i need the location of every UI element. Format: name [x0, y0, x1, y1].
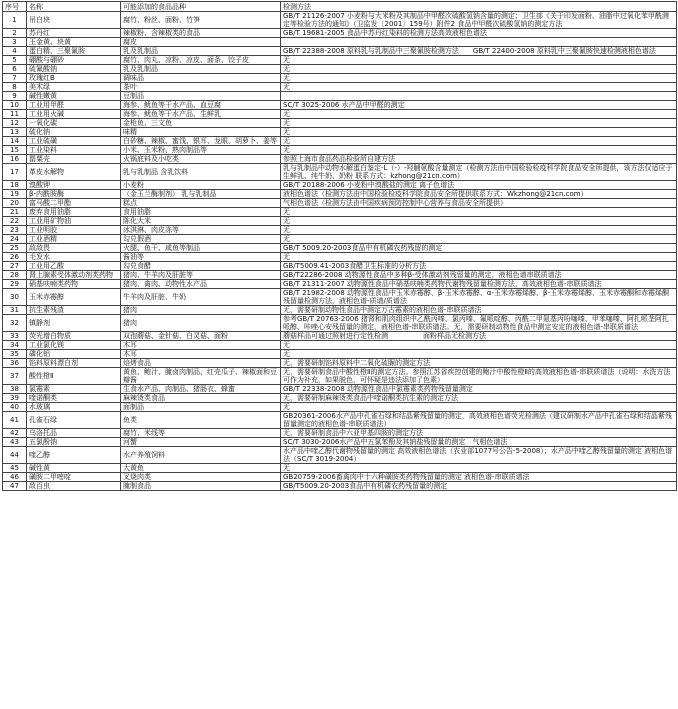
table-row: [3, 350, 677, 359]
row-method: 参考GB/T 20763-2006 猪肾和肌肉组织中乙酰丙嗪、氯丙嗪、氟哌啶醇、丙酰二甲氨基丙吩噻嗪、甲苯噻嗪、阿扎哌垄阿扎哌醇、咔唑心安残留量的测定，液相色谱-串联质谱法。无，需要研制动物性食品中测定安定的液相色谱-串联质谱法: [281, 315, 677, 332]
table-row: [3, 128, 677, 137]
row-method: 无: [281, 65, 677, 74]
row-name: 废弃食用油脂: [27, 208, 121, 217]
row-foods: 水产养殖饲料: [121, 447, 281, 464]
row-method: GB/T 21982-2008 动物源性食品中玉米赤霉醇、β-玉米赤霉醇、α-玉米赤霉烯醇、β-玉米赤霉烯醇、玉米赤霉酮和赤霉烯酮残留量检测方法，液相色谱-质谱/质谱法: [281, 289, 677, 306]
row-no: 8: [3, 83, 27, 92]
row-method: 参照上海市食品药品检验所自建方法: [281, 155, 677, 164]
row-name: 蛋白精、三聚氰胺: [27, 47, 121, 56]
row-no: 25: [3, 244, 27, 253]
row-no: 1: [3, 12, 27, 29]
table-row: [3, 280, 677, 289]
row-foods: 猪肉、禽肉、动物性水产品: [121, 280, 281, 289]
table-row: [3, 137, 677, 146]
header-foods: 可能添加的食品品种: [121, 2, 281, 12]
table-row: [3, 155, 677, 164]
row-name: 工业用甲醛: [27, 101, 121, 110]
row-foods: 木耳: [121, 341, 281, 350]
row-foods: 生食水产品、肉制品、猪肠衣、蜂蜜: [121, 385, 281, 394]
row-no: 13: [3, 128, 27, 137]
table-row: [3, 38, 677, 47]
table-row: [3, 412, 677, 429]
row-method: 无: [281, 208, 677, 217]
header-name: 名称: [27, 2, 121, 12]
row-method: 无: [281, 137, 677, 146]
table-row: [3, 110, 677, 119]
row-foods: 腐皮: [121, 38, 281, 47]
row-method: [281, 38, 677, 47]
row-foods: 焙烤食品: [121, 359, 281, 368]
row-no: 3: [3, 38, 27, 47]
row-method: 无: [281, 56, 677, 65]
row-no: 4: [3, 47, 27, 56]
row-no: 35: [3, 350, 27, 359]
table-row: [3, 289, 677, 306]
row-no: 24: [3, 235, 27, 244]
row-name: 玫瑰红B: [27, 74, 121, 83]
row-name: 抗生素残渣: [27, 306, 121, 315]
table-row: [3, 47, 677, 56]
row-foods: 牛羊肉及肝脏、牛奶: [121, 289, 281, 306]
row-name: 碱性黄: [27, 464, 121, 473]
table-row: [3, 394, 677, 403]
row-method: 无: [281, 464, 677, 473]
row-name: 溴酸钾: [27, 181, 121, 190]
row-name: 荧光增白物质: [27, 332, 121, 341]
row-foods: 叉烧肉类: [121, 473, 281, 482]
table-row: [3, 315, 677, 332]
row-foods: 大黄鱼: [121, 464, 281, 473]
row-method: GB/T 21126-2007 小麦粉与大米粉及其制品中甲醛次硫酸氢钠含量的测定；卫生部《关于印发面粉、油脂中过氧化苯甲酰测定等检验方法的通知》（卫监发〔2001〕159号）附件2 食品中甲醛次硫酸氢钠的测定方法: [281, 12, 677, 29]
row-foods: 河蟹: [121, 438, 281, 447]
row-foods: 腐竹、肉丸、凉粉、凉皮、面条、饺子皮: [121, 56, 281, 65]
row-name: 磷化铝: [27, 350, 121, 359]
row-name: 硼酸与硼砂: [27, 56, 121, 65]
table-row: [3, 447, 677, 464]
row-no: 20: [3, 199, 27, 208]
row-method: GB/T 22338-2008 动物源性食品中氯霉素类药物残留量测定: [281, 385, 677, 394]
row-name: 硫氰酸钠: [27, 65, 121, 74]
row-name: 硫化钠: [27, 128, 121, 137]
row-method: GB/T 5009.20-2003食品中有机磷农药残留的测定: [281, 244, 677, 253]
row-name: 孔雀石绿: [27, 412, 121, 429]
row-name: 磺胺二甲嘧啶: [27, 473, 121, 482]
row-name: 工业氯化镁: [27, 341, 121, 350]
row-foods: 豆制品: [121, 92, 281, 101]
row-name: 敌百虫: [27, 482, 121, 491]
row-name: 碱性嫩黄: [27, 92, 121, 101]
row-method: 无: [281, 253, 677, 262]
row-no: 34: [3, 341, 27, 350]
row-foods: 猪肉: [121, 306, 281, 315]
row-name: 乌洛托品: [27, 429, 121, 438]
row-method: GB/T5009.41-2003食醋卫生标准的分析方法: [281, 262, 677, 271]
row-name: 喹诺酮类: [27, 394, 121, 403]
row-method: 无: [281, 128, 677, 137]
row-method: 无，需要研制食品中六亚甲基四胺的测定方法: [281, 429, 677, 438]
table-row: [3, 253, 677, 262]
row-name: 富马酸二甲酯: [27, 199, 121, 208]
row-foods: 猪肉: [121, 315, 281, 332]
table-row: [3, 65, 677, 74]
row-foods: 海参、鱿鱼等干水产品、生鲜乳: [121, 110, 281, 119]
row-foods: 勾兑假酒: [121, 235, 281, 244]
row-name: 工业染料: [27, 146, 121, 155]
table-row: [3, 235, 677, 244]
row-method: 乳与乳制品中动物水解蛋白鉴定-L（-）-羟脯氨酸含量测定（检测方法由中国检验检疫科学院食品安全所提供，该方法仅适应于生鲜乳、纯牛奶、奶粉 联系方式：kzhong@21cn.com）: [281, 164, 677, 181]
row-no: 19: [3, 190, 27, 199]
row-foods: 味精: [121, 128, 281, 137]
row-no: 22: [3, 217, 27, 226]
row-name: 苏丹红: [27, 29, 121, 38]
row-method: 水产品中喹乙醇代谢物残留量的测定 高效液相色谱法（农业部1077号公告-5-2008）；水产品中喹乙醇残留量的测定 液相色谱法（SC/T 3019-2004）: [281, 447, 677, 464]
row-name: 酸性橙Ⅱ: [27, 368, 121, 385]
row-no: 26: [3, 253, 27, 262]
header-no: 序号: [3, 2, 27, 12]
row-method: GB20361-2006水产品中孔雀石绿和结晶紫残留量的测定，高效液相色谱荧光检测法（建议研制水产品中孔雀石绿和结晶紫残留量测定的液相色谱-串联质谱法）: [281, 412, 677, 429]
row-name: 工业硫磺: [27, 137, 121, 146]
table-row: [3, 208, 677, 217]
table-row: [3, 29, 677, 38]
row-name: 肾上腺素受体激动剂类药物: [27, 271, 121, 280]
row-no: 16: [3, 155, 27, 164]
row-no: 28: [3, 271, 27, 280]
row-foods: 乳与乳制品 含乳饮料: [121, 164, 281, 181]
table-row: [3, 403, 677, 412]
row-name: 五氯酚钠: [27, 438, 121, 447]
table-row: [3, 12, 677, 29]
header-method: 检测方法: [281, 2, 677, 12]
row-method: GB/T 21311-2007 动物源性食品中硝基呋喃类药物代谢物残留量检测方法，高效液相色谱-串联质谱法: [281, 280, 677, 289]
row-no: 9: [3, 92, 27, 101]
table-row: [3, 429, 677, 438]
row-method: 无: [281, 235, 677, 244]
row-name: 王金黄、块黄: [27, 38, 121, 47]
row-foods: 食用油脂: [121, 208, 281, 217]
row-foods: 乳及乳制品: [121, 65, 281, 74]
table-row: [3, 101, 677, 110]
row-method: GB/T 20188-2006 小麦粉中溴酸盐的测定 离子色谱法: [281, 181, 677, 190]
row-name: 革皮水解物: [27, 164, 121, 181]
row-foods: 木耳: [121, 350, 281, 359]
row-method: 液相色谱法（检测方法由中国检验检疫科学院食品安全所提供联系方式：Wkzhong@21cn.com）: [281, 190, 677, 199]
row-method: 气相色谱法（检测方法由中国疾病预防控制中心营养与食品安全所提供）: [281, 199, 677, 208]
row-name: β-内酰胺酶: [27, 190, 121, 199]
row-name: 工业用矿物油: [27, 217, 121, 226]
row-no: 5: [3, 56, 27, 65]
row-foods: 辣椒粉、含辣椒类的食品: [121, 29, 281, 38]
row-foods: 酱油等: [121, 253, 281, 262]
row-name: 工业明胶: [27, 226, 121, 235]
row-name: 吊白块: [27, 12, 121, 29]
row-foods: 火锅底料及小吃类: [121, 155, 281, 164]
table-row: [3, 332, 677, 341]
row-foods: 茶叶: [121, 83, 281, 92]
table-row: [3, 83, 677, 92]
row-name: 水玻璃: [27, 403, 121, 412]
row-no: 43: [3, 438, 27, 447]
row-foods: 腐竹、粉丝、面粉、竹笋: [121, 12, 281, 29]
row-no: 33: [3, 332, 27, 341]
row-foods: 勾兑食醋: [121, 262, 281, 271]
row-method: 无: [281, 83, 677, 92]
row-foods: 糕点: [121, 199, 281, 208]
row-name: 氯霉素: [27, 385, 121, 394]
row-name: 镇静剂: [27, 315, 121, 332]
row-foods: 小麦粉: [121, 181, 281, 190]
row-no: 40: [3, 403, 27, 412]
row-no: 7: [3, 74, 27, 83]
row-method: GB/T22286-2008 动物源性食品中多种β-受体激动剂残留量的测定，液相色谱串联质谱法: [281, 271, 677, 280]
row-foods: 陈化大米: [121, 217, 281, 226]
row-no: 46: [3, 473, 27, 482]
row-no: 21: [3, 208, 27, 217]
row-foods: 金枪鱼、三文鱼: [121, 119, 281, 128]
row-method: 无: [281, 74, 677, 83]
row-method: 无: [281, 226, 677, 235]
table-row: [3, 482, 677, 491]
table-row: [3, 438, 677, 447]
row-method: GB/T 22388-2008 原料乳与乳制品中三聚氰胺检测方法 GB/T 22400-2008 原料乳中三聚氰胺快速检测液相色谱法: [281, 47, 677, 56]
row-foods: 冰淇淋、肉皮冻等: [121, 226, 281, 235]
row-method: 无: [281, 110, 677, 119]
row-no: 11: [3, 110, 27, 119]
row-no: 6: [3, 65, 27, 74]
row-no: 39: [3, 394, 27, 403]
row-foods: 腐竹、米线等: [121, 429, 281, 438]
table-row: [3, 119, 677, 128]
row-method: GB/T5009.20-2003食品中有机磷农药残留量的测定: [281, 482, 677, 491]
row-name: 美术绿: [27, 83, 121, 92]
row-no: 44: [3, 447, 27, 464]
table-header-row: [3, 2, 677, 12]
table-row: [3, 56, 677, 65]
row-name: 馅料原料漂白剂: [27, 359, 121, 368]
row-no: 23: [3, 226, 27, 235]
row-foods: 调味品: [121, 74, 281, 83]
row-no: 10: [3, 101, 27, 110]
row-method: 无，需要研制麻辣烫类食品中喹诺酮类抗生素的测定方法: [281, 394, 677, 403]
row-no: 17: [3, 164, 27, 181]
row-foods: （金玉兰酶制剂） 乳与乳制品: [121, 190, 281, 199]
table-row: [3, 262, 677, 271]
row-no: 29: [3, 280, 27, 289]
table-row: [3, 306, 677, 315]
row-foods: 双孢蘑菇、金针菇、白灵菇、面粉: [121, 332, 281, 341]
row-foods: 乳及乳制品: [121, 47, 281, 56]
row-foods: 黄鱼、鲍汁、腌卤肉制品、红壳瓜子、辣椒面和豆瓣酱: [121, 368, 281, 385]
row-method: [281, 92, 677, 101]
row-no: 38: [3, 385, 27, 394]
row-method: SC/T 3025-2006 水产品中甲醛的测定: [281, 101, 677, 110]
table-row: [3, 271, 677, 280]
table-row: [3, 226, 677, 235]
table-row: [3, 385, 677, 394]
row-method: SC/T 3030-2006水产品中五氯苯酚及其钠盐残留量的测定 气相色谱法: [281, 438, 677, 447]
table-row: [3, 359, 677, 368]
row-name: 硝基呋喃类药物: [27, 280, 121, 289]
table-row: [3, 146, 677, 155]
row-method: 无: [281, 119, 677, 128]
row-method: GB20759-2006畜禽肉中十六种磺胺类药物残留量的测定 液相色谱-串联质谱法: [281, 473, 677, 482]
row-name: 敌敌畏: [27, 244, 121, 253]
row-method: 无: [281, 341, 677, 350]
row-foods: 猪肉、牛羊肉及肝脏等: [121, 271, 281, 280]
row-method: 无，需要研制食品中酸性橙Ⅱ的测定方法。参照江苏省疾控创建的鲍汁中酸性橙Ⅱ的高效液相色谱-串联质谱法（说明：水洗方法可作为补充，如果脱色，可怀疑是违法添加了色素）: [281, 368, 677, 385]
row-foods: 腌制食品: [121, 482, 281, 491]
row-no: 37: [3, 368, 27, 385]
row-no: 45: [3, 464, 27, 473]
row-foods: 小米、玉米粉、熟肉制品等: [121, 146, 281, 155]
table-row: [3, 92, 677, 101]
row-no: 12: [3, 119, 27, 128]
row-foods: 麻辣烫类食品: [121, 394, 281, 403]
row-no: 18: [3, 181, 27, 190]
row-foods: 火腿、鱼干、咸鱼等制品: [121, 244, 281, 253]
row-no: 41: [3, 412, 27, 429]
row-name: 喹乙醇: [27, 447, 121, 464]
row-foods: 面制品: [121, 403, 281, 412]
row-name: 罂粟壳: [27, 155, 121, 164]
additive-table: [2, 1, 677, 491]
row-method: 无，需要研制动物性食品中测定万古霉素的液相色谱-串联质谱法: [281, 306, 677, 315]
table-row: [3, 199, 677, 208]
row-name: 工业用火碱: [27, 110, 121, 119]
row-no: 47: [3, 482, 27, 491]
row-method: 无: [281, 217, 677, 226]
row-no: 31: [3, 306, 27, 315]
row-name: 一氧化碳: [27, 119, 121, 128]
table-row: [3, 473, 677, 482]
table-row: [3, 181, 677, 190]
row-no: 2: [3, 29, 27, 38]
row-method: 无，需要研制馅料原料中二氧化硫脲的测定方法: [281, 359, 677, 368]
row-method: 无: [281, 350, 677, 359]
row-name: 工业用乙酸: [27, 262, 121, 271]
table-row: [3, 190, 677, 199]
row-name: 玉米赤霉醇: [27, 289, 121, 306]
row-method: 无: [281, 403, 677, 412]
table-row: [3, 464, 677, 473]
table-row: [3, 217, 677, 226]
row-no: 32: [3, 315, 27, 332]
row-no: 42: [3, 429, 27, 438]
table-row: [3, 244, 677, 253]
table-row: [3, 164, 677, 181]
row-method: 蘑菇样品可通过照射进行定性检测 面粉样品无检测方法: [281, 332, 677, 341]
row-no: 27: [3, 262, 27, 271]
row-method: 无: [281, 146, 677, 155]
row-method: GB/T 19681-2005 食品中苏丹红染料的检测方法高效液相色谱法: [281, 29, 677, 38]
row-foods: 鱼类: [121, 412, 281, 429]
row-name: 工业酒精: [27, 235, 121, 244]
row-no: 30: [3, 289, 27, 306]
row-foods: 白砂糖、辣椒、蜜饯、银耳、龙眼、胡萝卜、姜等: [121, 137, 281, 146]
row-no: 15: [3, 146, 27, 155]
table-row: [3, 368, 677, 385]
table-row: [3, 341, 677, 350]
row-name: 毛发水: [27, 253, 121, 262]
table-row: [3, 74, 677, 83]
row-no: 36: [3, 359, 27, 368]
row-foods: 海参、鱿鱼等干水产品、血豆腐: [121, 101, 281, 110]
row-no: 14: [3, 137, 27, 146]
